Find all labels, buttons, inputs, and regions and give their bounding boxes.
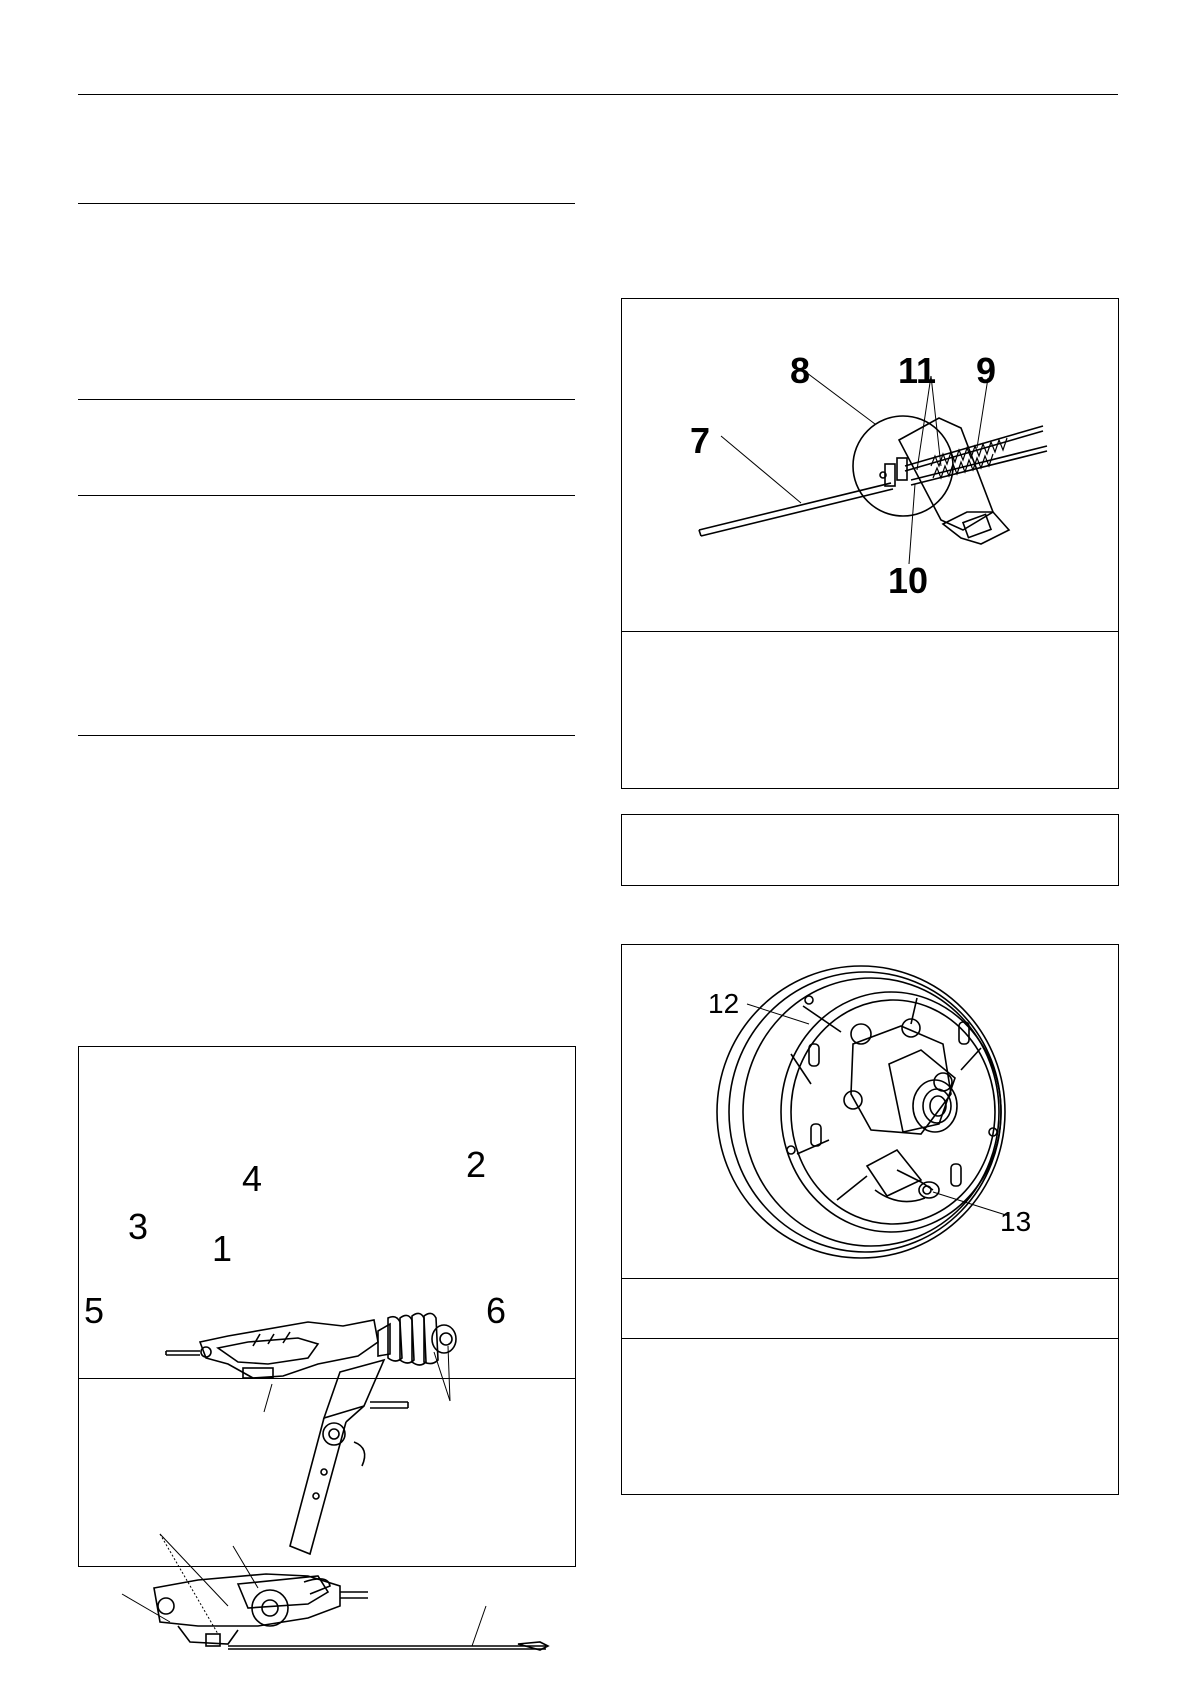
header-rule (78, 94, 1118, 95)
figure-a-callout-2: 2 (466, 1144, 487, 1185)
figure-c-callout-12: 12 (708, 988, 740, 1019)
figure-a-callout-4: 4 (242, 1158, 263, 1199)
section-rule-1 (78, 203, 575, 204)
figure-a-callout-1: 1 (212, 1228, 233, 1269)
figure-c-caption-divider-1 (621, 1278, 1119, 1279)
section-rule-4 (78, 735, 575, 736)
figure-b-callout-11: 11 (898, 350, 937, 391)
figure-b-callout-8: 8 (790, 350, 811, 391)
figure-c-drawing (621, 944, 1119, 1278)
note-box (621, 814, 1119, 886)
section-rule-3 (78, 495, 575, 496)
figure-a-callout-3: 3 (128, 1206, 149, 1247)
figure-c-caption-divider-2 (621, 1338, 1119, 1339)
figure-b-callout-10: 10 (888, 560, 929, 601)
figure-a-callout-6: 6 (486, 1290, 507, 1331)
section-rule-2 (78, 399, 575, 400)
figure-a-caption-divider (78, 1378, 576, 1379)
figure-b-caption-divider (621, 631, 1119, 632)
figure-b-callout-7: 7 (690, 420, 711, 461)
figure-b-callout-9: 9 (976, 350, 997, 391)
figure-b-drawing (621, 298, 1119, 631)
figure-a-callout-5: 5 (84, 1290, 105, 1331)
figure-c-callout-13: 13 (1000, 1206, 1032, 1237)
